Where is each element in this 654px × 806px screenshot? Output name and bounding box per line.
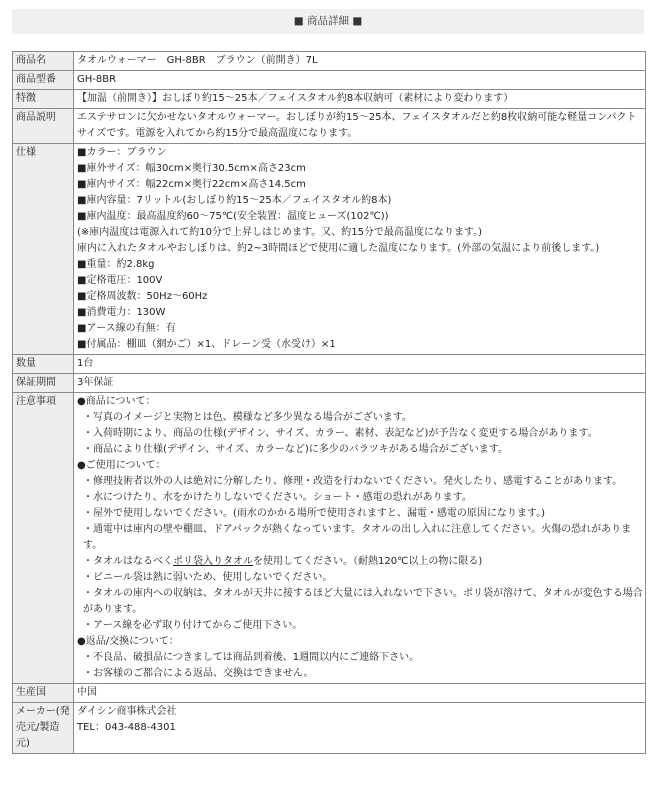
note-line: ・修理技術者以外の人は絶対に分解したり、修理・改造を行わないでください。発火したり、感電することがあります。	[83, 476, 623, 487]
label-maker: メーカー(発売元/製造元)	[13, 703, 74, 754]
label-spec: 仕様	[13, 144, 74, 355]
note-line: ・アース線を必ず取り付けてからご使用下さい。	[83, 620, 303, 631]
spec-line: ■付属品：棚皿（網かご）×1、ドレーン受（水受け）×1	[77, 339, 336, 350]
note-line: ・ビニール袋は熱に弱いため、使用しないでください。	[83, 572, 333, 583]
row-name	[13, 52, 646, 71]
value-feature: 【加温（前開き）】おしぼり約15～25本／フェイスタオル約8本収納可（素材により変わります）	[74, 90, 646, 109]
value-warranty: 3年保証	[74, 374, 646, 393]
note-heading: ●ご使用について：	[77, 460, 166, 471]
towel-pre-text: ・タオルはなるべく	[83, 556, 173, 567]
spec-line: ■定格周波数：50Hz～60Hz	[77, 291, 208, 302]
note-line: ・屋外で使用しないでください。(雨水のかかる場所で使用されますと、漏電・感電の原因になります。)	[83, 508, 546, 519]
row-maker	[13, 703, 646, 754]
value-spec	[74, 144, 646, 355]
note-heading: ●商品について：	[77, 396, 156, 407]
value-name: タオルウォーマー GH-8BR ブラウン（前開き）7L	[74, 52, 646, 71]
product-detail-table	[12, 51, 646, 754]
note-line: ・通電中は庫内の壁や棚皿、ドアパックが熱くなっています。タオルの出し入れに注意してください。火傷の恐れがあります。	[83, 524, 632, 551]
row-notes	[13, 393, 646, 684]
row-desc	[13, 109, 646, 144]
maker-tel: TEL：043-488-4301	[77, 722, 176, 733]
row-origin	[13, 684, 646, 703]
spec-line: ■庫外サイズ：幅30cm×奥行30.5cm×高さ23cm	[77, 163, 306, 174]
value-desc: エステサロンに欠かせないタオルウォーマー。おしぼりが約15～25本、フェイスタオルだと約8枚収納可能な軽量コンパクトサイズです。電源を入れてから約15分で最高温度になります。	[74, 109, 646, 144]
spec-line: ■アース線の有無：有	[77, 323, 176, 334]
spec-line: (※庫内温度は電源入れて約10分で上昇しはじめます。又、約15分で最高温度になります。)	[77, 227, 483, 238]
poly-bag-towel-link[interactable]: ポリ袋入りタオル	[173, 556, 253, 567]
spec-line: ■庫内サイズ：幅22cm×奥行22cm×高さ14.5cm	[77, 179, 306, 190]
row-feature	[13, 90, 646, 109]
spec-line: ■重量：約2.8kg	[77, 259, 155, 270]
spec-line: ■消費電力：130W	[77, 307, 166, 318]
section-banner: ■ 商品詳細 ■	[12, 9, 644, 34]
label-origin: 生産国	[13, 684, 74, 703]
product-detail-table-wrap	[12, 51, 646, 754]
note-line: ・写真のイメージと実物とは色、模様など多少異なる場合がございます。	[83, 412, 412, 423]
label-qty: 数量	[13, 355, 74, 374]
value-model: GH-8BR	[74, 71, 646, 90]
note-line: ・商品により仕様(デザイン、サイズ、カラーなど)に多少のバラツキがある場合がございます。	[83, 444, 509, 455]
row-spec	[13, 144, 646, 355]
spec-line: ■庫内温度：最高温度約60～75℃(安全装置：温度ヒューズ(102℃))	[77, 211, 389, 222]
value-maker	[74, 703, 646, 754]
value-notes	[74, 393, 646, 684]
note-line-towel	[77, 554, 643, 570]
label-warranty: 保証期間	[13, 374, 74, 393]
note-line: ・不良品、破損品につきましては商品到着後、1週間以内にご連絡下さい。	[83, 652, 420, 663]
note-line: ・水につけたり、水をかけたりしないでください。ショート・感電の恐れがあります。	[83, 492, 472, 503]
note-line: ・タオルの庫内への収納は、タオルが天井に接するほど大量には入れないで下さい。ポリ袋が溶けて、タオルが変色する場合があります。	[83, 588, 643, 615]
label-feature: 特徴	[13, 90, 74, 109]
label-desc: 商品説明	[13, 109, 74, 144]
spec-line: 庫内に入れたタオルやおしぼりは、約2~3時間ほどで使用に適した温度になります。(外部の気温により前後します。)	[77, 243, 600, 254]
maker-company: ダイシン商事株式会社	[77, 706, 177, 717]
row-model	[13, 71, 646, 90]
label-model: 商品型番	[13, 71, 74, 90]
value-qty: 1台	[74, 355, 646, 374]
row-warranty	[13, 374, 646, 393]
spec-line: ■庫内容量：7リットル(おしぼり約15～25本／フェイスタオル約8本)	[77, 195, 392, 206]
towel-post-text: を使用してください。（耐熱120℃以上の物に限る)	[253, 556, 483, 567]
spec-line: ■カラー：ブラウン	[77, 147, 167, 158]
note-heading: ●返品/交換について：	[77, 636, 179, 647]
note-line: ・お客様のご都合による返品、交換はできません。	[83, 668, 314, 679]
label-notes: 注意事項	[13, 393, 74, 684]
spec-line: ■定格電圧：100V	[77, 275, 163, 286]
note-line: ・入荷時期により、商品の仕様(デザイン、サイズ、カラー、素材、表記など)が予告なく変更する場合があります。	[83, 428, 598, 439]
row-qty	[13, 355, 646, 374]
value-origin: 中国	[74, 684, 646, 703]
label-name: 商品名	[13, 52, 74, 71]
